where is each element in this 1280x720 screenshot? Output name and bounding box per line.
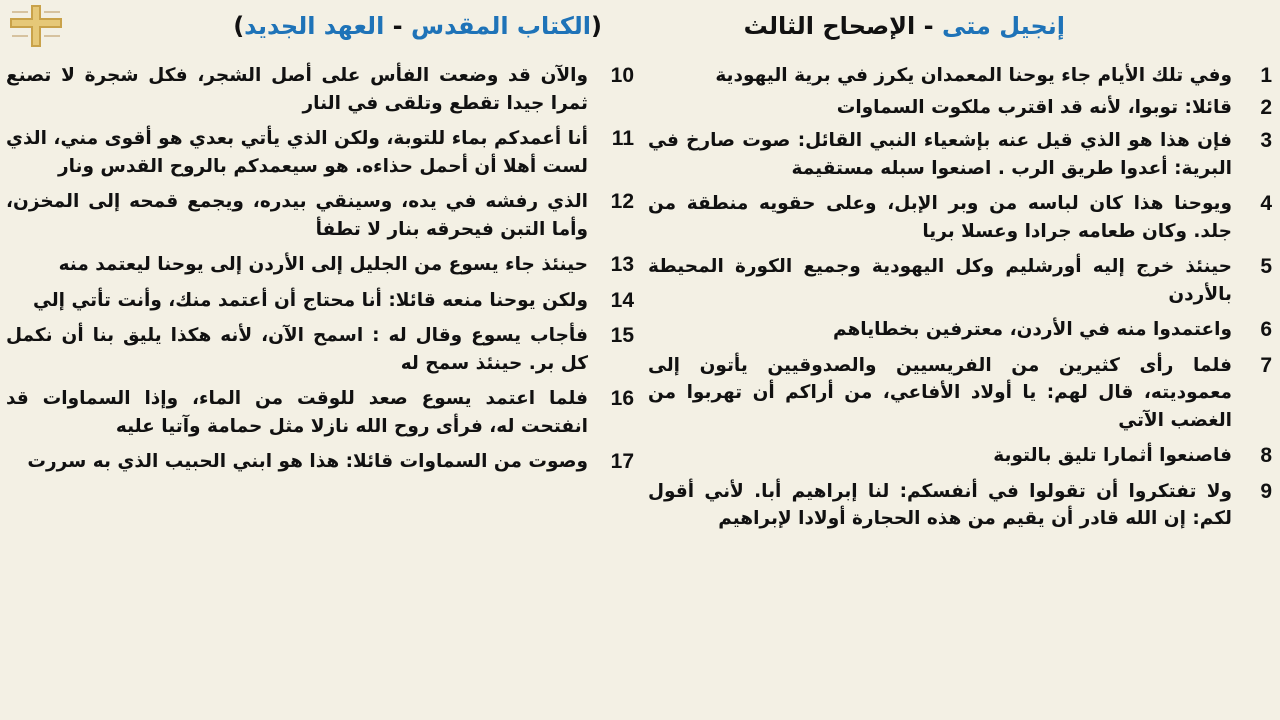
verse-text: والآن قد وضعت الفأس على أصل الشجر، فكل شجرة لا تصنع ثمرا جيدا تقطع وتلقى في النار [6, 65, 588, 114]
verse-number: 7 [1260, 353, 1272, 377]
verse [6, 251, 634, 279]
verse-text: حينئذ جاء يسوع من الجليل إلى الأردن إلى يوحنا ليعتمد منه [58, 254, 588, 275]
verse-number: 2 [1260, 95, 1272, 119]
paren-close: ) [233, 12, 245, 40]
testament-name: العهد الجديد [244, 12, 385, 40]
book-name: إنجيل متى [941, 12, 1065, 40]
cross-logo-icon [4, 4, 68, 48]
verse-number: 13 [610, 253, 634, 276]
verse-number: 17 [610, 450, 634, 473]
verse-number: 11 [611, 127, 634, 150]
verse-text: فأجاب يسوع وقال له : اسمح الآن، لأنه هكذا يليق بنا أن نكمل كل بر. حينئذ سمح له [6, 325, 588, 374]
verse-text: أنا أعمدكم بماء للتوبة، ولكن الذي يأتي بعدي هو أقوى مني، الذي لست أهلا أن أحمل حذاءه. هو سيعمدكم بالروح القدس ونار [6, 128, 588, 177]
verse-number: 16 [610, 387, 634, 410]
verse-text: فاصنعوا أثمارا تليق بالتوبة [993, 445, 1232, 466]
verse [648, 352, 1272, 435]
verse-number: 5 [1260, 255, 1272, 278]
paren-open: ( [591, 12, 602, 40]
verse-number: 10 [610, 64, 634, 87]
verse-number: 8 [1260, 444, 1272, 467]
verse-text: قائلا: توبوا، لأنه قد اقترب ملكوت السماوات [836, 96, 1232, 118]
bible-title [233, 8, 602, 44]
verse-number: 9 [1260, 479, 1272, 503]
title-separator: - [384, 12, 411, 40]
verse-number: 1 [1260, 64, 1272, 87]
verse [648, 316, 1272, 344]
verse-number: 14 [610, 288, 634, 312]
verse [6, 188, 634, 243]
verse [648, 127, 1272, 182]
verse [648, 478, 1272, 533]
verses-column-left [6, 62, 634, 476]
verse-number: 15 [610, 324, 634, 347]
verse [648, 442, 1272, 470]
verse [6, 287, 634, 315]
verse-number: 6 [1260, 318, 1272, 341]
title-separator: - [915, 12, 942, 40]
verse [6, 385, 634, 440]
verse-text: وفي تلك الأيام جاء يوحنا المعمدان يكرز في برية اليهودية [715, 65, 1232, 86]
verse-number: 12 [610, 190, 634, 213]
verse-text: ويوحنا هذا كان لباسه من وبر الإبل، وعلى حقويه منطقة من جلد. وكان طعامه جرادا وعسلا بريا [648, 193, 1232, 242]
verses-column-right [648, 62, 1272, 533]
verse-number: 4 [1260, 192, 1272, 215]
verse-text: واعتمدوا منه في الأردن، معترفين بخطاياهم [832, 319, 1232, 340]
verse [6, 448, 634, 476]
verse [6, 62, 634, 117]
verse-text: فلما اعتمد يسوع صعد للوقت من الماء، وإذا السماوات قد انفتحت له، فرأى روح الله نازلا مثل حمامة وآتيا عليه [6, 388, 588, 437]
verse [648, 253, 1272, 308]
verse-text: وصوت من السماوات قائلا: هذا هو ابني الحبيب الذي به سررت [27, 451, 588, 472]
verse-text: حينئذ خرج إليه أورشليم وكل اليهودية وجميع الكورة المحيطة بالأردن [648, 256, 1232, 305]
verse [6, 322, 634, 377]
verse-number: 3 [1260, 129, 1272, 152]
verse-text: الذي رفشه في يده، وسينقي بيدره، ويجمع قمحه إلى المخزن، وأما التبن فيحرقه بنار لا تطفأ [6, 191, 588, 240]
chapter-name: الإصحاح الثالث [743, 12, 916, 40]
verse-text: فإن هذا هو الذي قيل عنه بإشعياء النبي القائل: صوت صارخ في البرية: أعدوا طريق الرب . اصنعوا سبله مستقيمة [648, 130, 1232, 179]
verse-text: فلما رأى كثيرين من الفريسيين والصدوقيين يأتون إلى معموديته، قال لهم: يا أولاد الأفاعي، من أراكم أن تهربوا من الغضب الآتي [648, 354, 1232, 431]
verse [648, 62, 1272, 90]
verse [648, 190, 1272, 245]
verse-text: ولكن يوحنا منعه قائلا: أنا محتاج أن أعتمد منك، وأنت تأتي إلي [33, 289, 588, 311]
book-title [744, 8, 1065, 44]
bible-name: الكتاب المقدس [410, 12, 592, 40]
verse [648, 94, 1272, 122]
verse-text: ولا تفتكروا أن تقولوا في أنفسكم: لنا إبراهيم أبا. لأني أقول لكم: إن الله قادر أن يقيم من هذه الحجارة أولادا لإبراهيم [648, 480, 1232, 529]
verse [6, 125, 634, 180]
